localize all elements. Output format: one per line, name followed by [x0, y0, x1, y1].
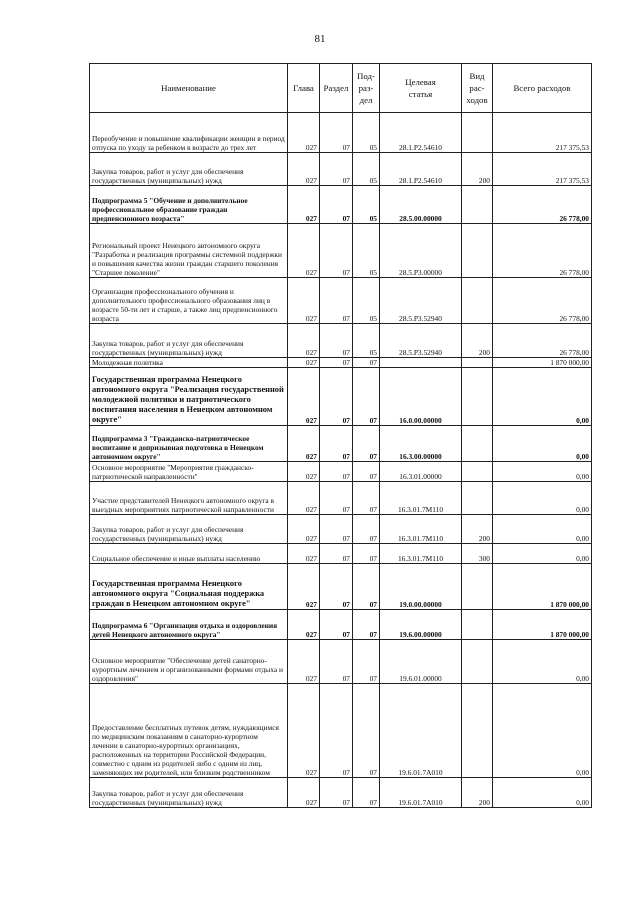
cell-name: Подпрограмма 6 "Организация отдыха и оздоровления детей Ненецкого автономного округа"	[90, 610, 288, 640]
table-row	[90, 544, 592, 564]
cell-vid: 300	[462, 544, 493, 564]
cell-target: 16.3.00.00000	[380, 426, 462, 462]
header-total: Всего расходов	[493, 64, 592, 113]
cell-target: 28.1.Р2.54610	[380, 113, 462, 153]
cell-total: 26 778,00	[493, 278, 592, 324]
cell-name: Закупка товаров, работ и услуг для обеспечения государственных (муниципальных) нужд	[90, 515, 288, 544]
cell-podrazdel: 05	[353, 186, 380, 224]
table-row	[90, 324, 592, 358]
cell-glava: 027	[288, 186, 320, 224]
cell-razdel: 07	[320, 515, 353, 544]
table-row	[90, 515, 592, 544]
cell-podrazdel: 07	[353, 684, 380, 778]
cell-podrazdel: 07	[353, 564, 380, 610]
table-row	[90, 462, 592, 482]
cell-razdel: 07	[320, 278, 353, 324]
table-row	[90, 778, 592, 808]
cell-glava: 027	[288, 113, 320, 153]
cell-glava: 027	[288, 778, 320, 808]
cell-vid: 200	[462, 515, 493, 544]
cell-name: Молодежная политика	[90, 358, 288, 368]
cell-podrazdel: 07	[353, 515, 380, 544]
cell-total: 0,00	[493, 368, 592, 426]
cell-target: 19.6.01.7А010	[380, 778, 462, 808]
cell-total: 0,00	[493, 426, 592, 462]
cell-name: Закупка товаров, работ и услуг для обеспечения государственных (муниципальных) нужд	[90, 153, 288, 186]
table-row	[90, 368, 592, 426]
table-row	[90, 113, 592, 153]
cell-razdel: 07	[320, 186, 353, 224]
table-row	[90, 224, 592, 278]
cell-total: 217 375,53	[493, 153, 592, 186]
cell-razdel: 07	[320, 684, 353, 778]
cell-total: 0,00	[493, 778, 592, 808]
cell-target: 28.5.00.00000	[380, 186, 462, 224]
cell-podrazdel: 05	[353, 224, 380, 278]
cell-vid: 200	[462, 153, 493, 186]
cell-glava: 027	[288, 610, 320, 640]
cell-podrazdel: 07	[353, 426, 380, 462]
cell-vid	[462, 186, 493, 224]
cell-glava: 027	[288, 358, 320, 368]
header-podrazdel: Под- раз- дел	[353, 64, 380, 113]
cell-target: 28.1.Р2.54610	[380, 153, 462, 186]
cell-name: Региональный проект Ненецкого автономного округа "Разработка и реализация программы системной поддержки и повышения качества жизни граждан старшего поколения "Старшее поколение"	[90, 224, 288, 278]
table-row	[90, 640, 592, 684]
cell-razdel: 07	[320, 358, 353, 368]
cell-target: 16.3.01.7М110	[380, 544, 462, 564]
table-row	[90, 186, 592, 224]
cell-razdel: 07	[320, 544, 353, 564]
cell-podrazdel: 07	[353, 610, 380, 640]
cell-podrazdel: 05	[353, 324, 380, 358]
cell-glava: 027	[288, 153, 320, 186]
cell-name: Организация профессионального обучения и дополнительного профессионального образования лиц в возрасте 50-ти лет и старше, а также лиц предпенсионного возраста	[90, 278, 288, 324]
cell-total: 26 778,00	[493, 186, 592, 224]
table-row	[90, 482, 592, 515]
table-body	[90, 113, 592, 808]
cell-glava: 027	[288, 368, 320, 426]
header-name: Наименование	[90, 64, 288, 113]
cell-name: Переобучение и повышение квалификации женщин в период отпуска по уходу за ребенком в возрасте до трех лет	[90, 113, 288, 153]
cell-target: 28.5.Р3.52940	[380, 278, 462, 324]
cell-target: 28.5.Р3.00000	[380, 224, 462, 278]
cell-target: 19.0.00.00000	[380, 564, 462, 610]
cell-glava: 027	[288, 462, 320, 482]
cell-name: Государственная программа Ненецкого автономного округа "Социальная поддержка граждан в Ненецком автономном округе"	[90, 564, 288, 610]
cell-total: 0,00	[493, 684, 592, 778]
cell-podrazdel: 07	[353, 358, 380, 368]
cell-name: Государственная программа Ненецкого автономного округа "Реализация государственной молодежной политики и патриотического воспитания населения в Ненецком автономном округе"	[90, 368, 288, 426]
cell-vid: 200	[462, 324, 493, 358]
table-row	[90, 426, 592, 462]
cell-total: 26 778,00	[493, 324, 592, 358]
cell-glava: 027	[288, 544, 320, 564]
table-row	[90, 610, 592, 640]
cell-total: 217 375,53	[493, 113, 592, 153]
table-row	[90, 153, 592, 186]
cell-razdel: 07	[320, 113, 353, 153]
cell-razdel: 07	[320, 324, 353, 358]
header-vid: Вид рас- ходов	[462, 64, 493, 113]
cell-vid	[462, 462, 493, 482]
cell-razdel: 07	[320, 426, 353, 462]
cell-vid	[462, 610, 493, 640]
cell-vid	[462, 224, 493, 278]
cell-target: 16.0.00.00000	[380, 368, 462, 426]
cell-name: Подпрограмма 5 "Обучение и дополнительное профессиональное образование граждан предпенсионного возраста"	[90, 186, 288, 224]
cell-name: Основное мероприятие "Обеспечение детей санаторно-курортным лечением и организованными формами отдыха и оздоровления"	[90, 640, 288, 684]
cell-podrazdel: 07	[353, 368, 380, 426]
cell-podrazdel: 05	[353, 113, 380, 153]
table-header-row	[90, 64, 592, 113]
table-row	[90, 278, 592, 324]
cell-glava: 027	[288, 324, 320, 358]
cell-vid	[462, 482, 493, 515]
cell-vid	[462, 358, 493, 368]
cell-vid	[462, 684, 493, 778]
cell-podrazdel: 05	[353, 278, 380, 324]
cell-target: 19.6.00.00000	[380, 610, 462, 640]
cell-name: Участие представителей Ненецкого автономного округа в выездных мероприятиях патриотической направленности	[90, 482, 288, 515]
cell-name: Закупка товаров, работ и услуг для обеспечения государственных (муниципальных) нужд	[90, 778, 288, 808]
cell-vid	[462, 640, 493, 684]
cell-podrazdel: 07	[353, 462, 380, 482]
cell-total: 0,00	[493, 482, 592, 515]
cell-razdel: 07	[320, 153, 353, 186]
cell-target	[380, 358, 462, 368]
cell-total: 0,00	[493, 544, 592, 564]
cell-glava: 027	[288, 426, 320, 462]
table-row	[90, 684, 592, 778]
cell-total: 1 870 000,00	[493, 564, 592, 610]
header-glava: Глава	[288, 64, 320, 113]
cell-razdel: 07	[320, 368, 353, 426]
cell-target: 28.5.Р3.52940	[380, 324, 462, 358]
cell-target: 19.6.01.7А010	[380, 684, 462, 778]
table-row	[90, 358, 592, 368]
cell-glava: 027	[288, 278, 320, 324]
page-number: 81	[314, 33, 326, 45]
cell-podrazdel: 07	[353, 778, 380, 808]
cell-total: 26 778,00	[493, 224, 592, 278]
cell-glava: 027	[288, 564, 320, 610]
cell-podrazdel: 07	[353, 544, 380, 564]
cell-razdel: 07	[320, 640, 353, 684]
cell-podrazdel: 07	[353, 640, 380, 684]
cell-vid	[462, 368, 493, 426]
header-razdel: Раздел	[320, 64, 353, 113]
cell-razdel: 07	[320, 224, 353, 278]
cell-glava: 027	[288, 482, 320, 515]
cell-target: 16.3.01.7М110	[380, 482, 462, 515]
cell-vid: 200	[462, 778, 493, 808]
cell-name: Предоставление бесплатных путевок детям, нуждающимся по медицинским показаниям в санаторно-курортном лечении в санаторно-курортных организациях, расположенных на территории Российской Федерации, совместно с одним из родителей либо с одним из лиц, заменяющих им родителей, или близким родственником	[90, 684, 288, 778]
cell-total: 1 870 000,00	[493, 358, 592, 368]
table-row	[90, 564, 592, 610]
header-target: Целевая статья	[380, 64, 462, 113]
cell-glava: 027	[288, 515, 320, 544]
cell-razdel: 07	[320, 482, 353, 515]
cell-glava: 027	[288, 684, 320, 778]
cell-glava: 027	[288, 224, 320, 278]
cell-vid	[462, 426, 493, 462]
budget-table	[89, 63, 592, 808]
cell-razdel: 07	[320, 610, 353, 640]
cell-target: 16.3.01.00000	[380, 462, 462, 482]
cell-razdel: 07	[320, 564, 353, 610]
cell-vid	[462, 564, 493, 610]
cell-name: Основное мероприятие "Мероприятия гражданско-патриотической направленности"	[90, 462, 288, 482]
cell-razdel: 07	[320, 462, 353, 482]
cell-target: 16.3.01.7М110	[380, 515, 462, 544]
cell-podrazdel: 05	[353, 153, 380, 186]
cell-target: 19.6.01.00000	[380, 640, 462, 684]
cell-vid	[462, 278, 493, 324]
cell-total: 0,00	[493, 515, 592, 544]
cell-razdel: 07	[320, 778, 353, 808]
cell-glava: 027	[288, 640, 320, 684]
cell-total: 1 870 000,00	[493, 610, 592, 640]
cell-podrazdel: 07	[353, 482, 380, 515]
cell-name: Подпрограмма 3 "Гражданско-патриотическое воспитание и допризывная подготовка в Ненецком автономном округе"	[90, 426, 288, 462]
cell-name: Социальное обеспечение и иные выплаты населению	[90, 544, 288, 564]
cell-total: 0,00	[493, 462, 592, 482]
cell-vid	[462, 113, 493, 153]
cell-total: 0,00	[493, 640, 592, 684]
cell-name: Закупка товаров, работ и услуг для обеспечения государственных (муниципальных) нужд	[90, 324, 288, 358]
